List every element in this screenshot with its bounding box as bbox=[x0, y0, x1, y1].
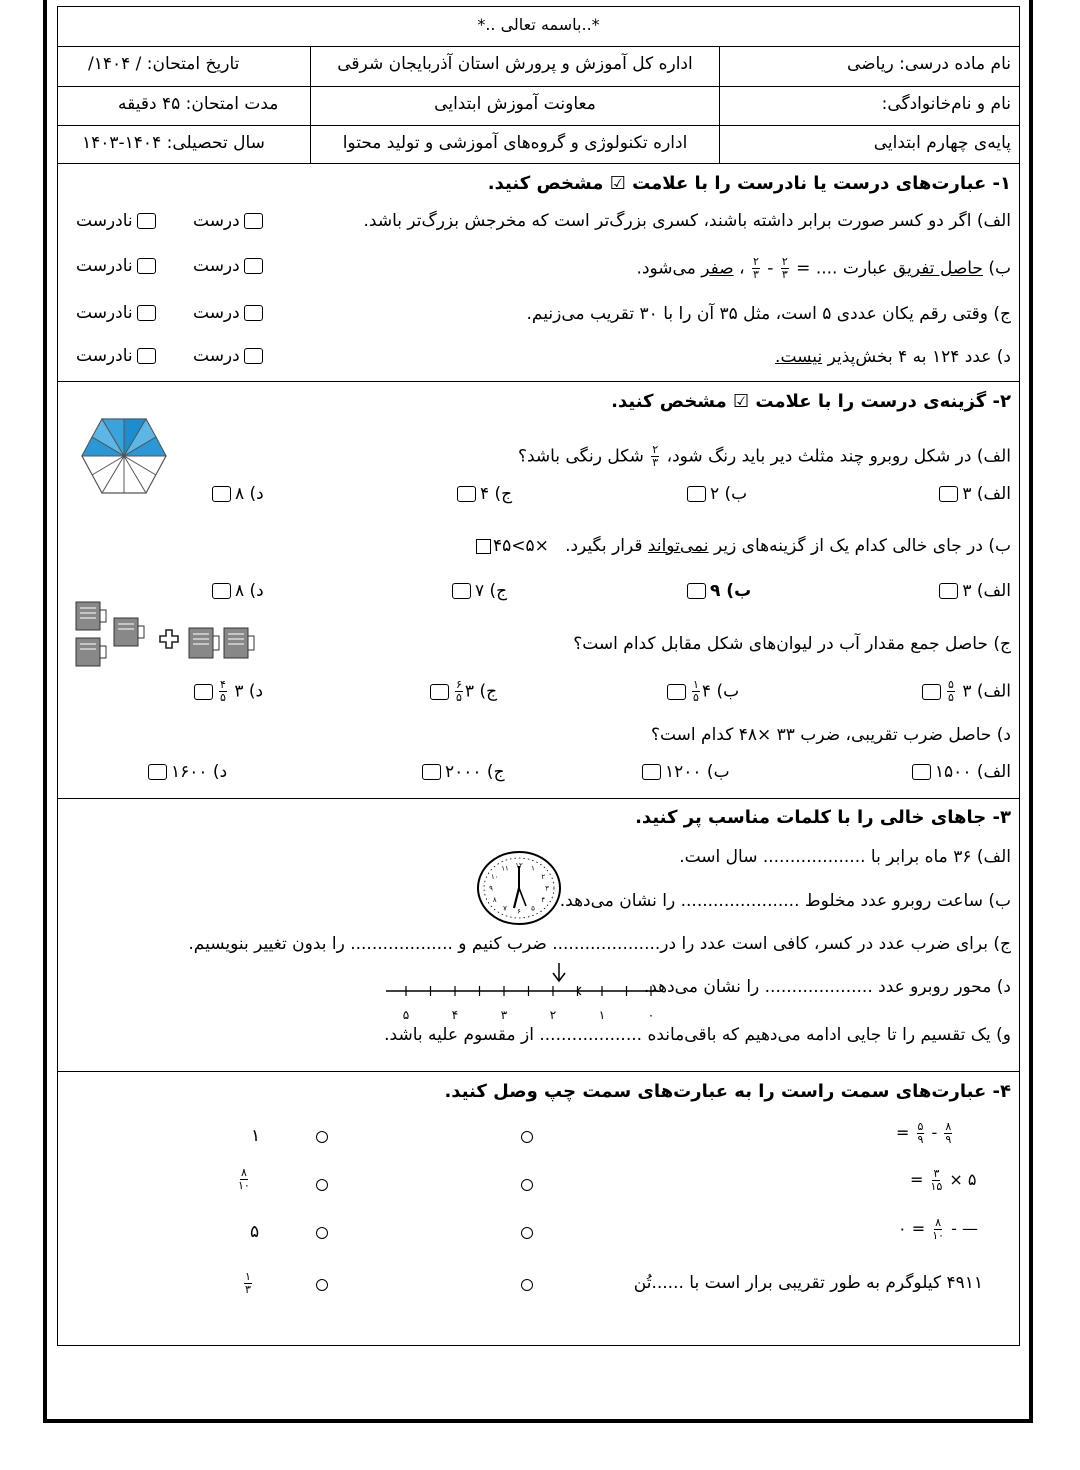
q1-d-true-option[interactable]: درست bbox=[193, 346, 267, 366]
q2-c-option-1[interactable]: الف) ۳ $\frac{۵}{۵}$ bbox=[918, 679, 1011, 704]
checkbox-icon[interactable] bbox=[422, 764, 441, 780]
axis-label: ۲ bbox=[549, 1008, 557, 1022]
match-dot-right[interactable] bbox=[521, 1279, 533, 1291]
q1-d-text: د) عدد ۱۲۴ به ۴ بخش‌پذیر نیست. bbox=[775, 347, 1011, 367]
q1-b-true-option[interactable]: درست bbox=[193, 256, 267, 276]
checkbox-icon[interactable] bbox=[939, 486, 958, 502]
q2-c-option-4[interactable]: د) ۳ $\frac{۴}{۵}$ bbox=[190, 679, 263, 704]
checkbox-icon[interactable] bbox=[148, 764, 167, 780]
match-dot-left[interactable] bbox=[316, 1279, 328, 1291]
q2-a-text: الف) در شکل روبرو چند مثلث دیر باید رنگ شود، $\frac{۲}{۳}$ شکل رنگی باشد؟ bbox=[517, 443, 1011, 469]
axis-label: ۴ bbox=[451, 1008, 459, 1022]
checkbox-icon[interactable] bbox=[642, 764, 661, 780]
match-dot-right[interactable] bbox=[521, 1131, 533, 1143]
match-dot-left[interactable] bbox=[316, 1131, 328, 1143]
divider bbox=[58, 86, 1019, 87]
clock-number: ۹ bbox=[489, 884, 493, 893]
clock-number: ۶ bbox=[517, 907, 521, 916]
q1-c-false-option[interactable]: نادرست bbox=[76, 303, 160, 323]
match-dot-right[interactable] bbox=[521, 1179, 533, 1191]
org-name: اداره کل آموزش و پرورش استان آذربایجان شرقی bbox=[337, 54, 693, 74]
checkbox-icon[interactable] bbox=[922, 684, 941, 700]
divider bbox=[58, 798, 1019, 799]
match-dot-right[interactable] bbox=[521, 1227, 533, 1239]
axis-label: ۳ bbox=[500, 1008, 508, 1022]
q4-left-item-1: ۱ bbox=[251, 1126, 261, 1146]
axis-label: ۱ bbox=[598, 1008, 606, 1022]
header-title: *.. باسمه تعالی..* bbox=[477, 15, 600, 34]
clock-number: ۴ bbox=[541, 896, 546, 904]
divider bbox=[58, 125, 1019, 126]
q3-b-text: ب) ساعت روبرو عدد مخلوط ...................... را نشان می‌دهد. bbox=[559, 891, 1011, 911]
clock-number: ۲ bbox=[541, 873, 546, 881]
fraction: $\frac{۲}{۳}$ bbox=[781, 255, 788, 281]
fraction: $\frac{۸}{۱۰}$ bbox=[932, 1216, 945, 1242]
q4-left-item-3: ۵ bbox=[250, 1222, 260, 1242]
match-dot-left[interactable] bbox=[316, 1179, 328, 1191]
q2-c-text: ج) حاصل جمع مقدار آب در لیوان‌های شکل مقابل کدام است؟ bbox=[573, 634, 1011, 654]
q4-right-item-2: = $\frac{۳}{۱۵}$ ۵ × bbox=[910, 1167, 977, 1193]
deputy-name: معاونت آموزش ابتدایی bbox=[434, 94, 596, 114]
checkbox-icon[interactable] bbox=[687, 486, 706, 502]
q4-right-item-3: ۰ = $\frac{۸}{۱۰}$ — - bbox=[898, 1216, 978, 1242]
clock-number: ۱۲ bbox=[515, 861, 523, 870]
q3-e-text: و) یک تقسیم را تا جایی ادامه می‌دهیم که باقی‌مانده ................... از مقسوم علیه باشد. bbox=[384, 1025, 1011, 1045]
checkbox-icon[interactable] bbox=[687, 583, 706, 599]
exam-date-field[interactable]: تاریخ امتحان: / ۱۴۰۴/ bbox=[88, 54, 240, 74]
blank-box bbox=[476, 539, 491, 554]
q2-c-option-2[interactable]: ب) ۴ $\frac{۱}{۵}$ bbox=[663, 679, 739, 704]
exam-duration: مدت امتحان: ۴۵ دقیقه bbox=[118, 94, 279, 114]
fraction: $\frac{۱}{۵}$ bbox=[693, 678, 699, 704]
hexagon-figure bbox=[80, 417, 168, 495]
q2-d-option-3[interactable]: ج) ۲۰۰۰ bbox=[418, 762, 505, 782]
checkbox-icon[interactable] bbox=[244, 258, 263, 274]
q3-title: ۳- جاهای خالی را با کلمات مناسب پر کنید. bbox=[635, 807, 1011, 828]
clock-number: ۸ bbox=[492, 896, 497, 904]
checkbox-icon[interactable] bbox=[194, 684, 213, 700]
q1-a-text: الف) اگر دو کسر صورت برابر داشته باشند، کسری بزرگ‌تر است که مخرجش بزرگ‌تر باشد. bbox=[363, 211, 1011, 231]
q2-c-option-3[interactable]: ج) ۳ $\frac{۶}{۵}$ bbox=[426, 679, 497, 704]
q2-a-option-1[interactable]: الف) ۳ bbox=[935, 484, 1011, 504]
q2-d-option-2[interactable]: ب) ۱۲۰۰ bbox=[638, 762, 730, 782]
checkbox-icon[interactable] bbox=[430, 684, 449, 700]
q1-d-false-option[interactable]: نادرست bbox=[76, 346, 160, 366]
checkbox-icon[interactable] bbox=[667, 684, 686, 700]
checkbox-icon[interactable] bbox=[457, 486, 476, 502]
checkbox-icon[interactable] bbox=[137, 305, 156, 321]
clock-figure bbox=[476, 850, 562, 926]
divider bbox=[58, 1071, 1019, 1072]
checkbox-icon[interactable] bbox=[244, 348, 263, 364]
fraction: $\frac{۸}{۹}$ bbox=[945, 1120, 952, 1146]
fraction: $\frac{۲}{۳}$ bbox=[652, 443, 659, 469]
fraction: $\frac{۸}{۱۰}$ bbox=[238, 1166, 250, 1192]
axis-label: ۰ bbox=[647, 1008, 655, 1022]
plus-icon bbox=[160, 630, 178, 648]
clock-number: ۱۱ bbox=[501, 864, 509, 873]
q2-b-text: ب) در جای خالی کدام یک از گزینه‌های زیر نمی‌تواند قرار بگیرد. ۴۵<۵× bbox=[474, 536, 1011, 556]
checkbox-icon[interactable] bbox=[452, 583, 471, 599]
q3-c-text: ج) برای ضرب عدد در کسر، کافی است عدد را در.................... ضرب کنیم و ................... را بدون تغییر بنویسیم. bbox=[188, 934, 1011, 954]
q2-b-option-1[interactable]: الف) ۳ bbox=[935, 581, 1011, 601]
fraction: $\frac{۵}{۵}$ bbox=[947, 678, 954, 704]
clock-number: ۵ bbox=[531, 904, 535, 913]
match-dot-left[interactable] bbox=[316, 1227, 328, 1239]
q4-title: ۴- عبارت‌های سمت راست را به عبارت‌های سمت چپ وصل کنید. bbox=[444, 1081, 1011, 1102]
q2-a-option-2[interactable]: ب) ۲ bbox=[683, 484, 747, 504]
q2-d-option-1[interactable]: الف) ۱۵۰۰ bbox=[908, 762, 1011, 782]
q4-right-item-1: = $\frac{۵}{۹}$ - $\frac{۸}{۹}$ bbox=[896, 1120, 952, 1146]
q1-c-text: ج) وقتی رقم یکان عددی ۵ است، مثل ۳۵ آن را با ۳۰ تقریب می‌زنیم. bbox=[526, 304, 1011, 324]
q2-d-option-4[interactable]: د) ۱۶۰۰ bbox=[144, 762, 227, 782]
q4-right-item-4: ۴۹۱۱ کیلوگرم به طور تقریبی برار است با ......تُن bbox=[633, 1273, 983, 1293]
fraction: $\frac{۳}{۱۵}$ bbox=[930, 1167, 943, 1193]
student-name-field[interactable]: نام و نام‌خانوادگی: bbox=[881, 94, 1011, 114]
q2-d-text: د) حاصل ضرب تقریبی، ضرب ۳۳ ×۴۸ کدام است؟ bbox=[650, 725, 1011, 745]
q1-b-false-option[interactable]: نادرست bbox=[76, 256, 160, 276]
q1-title: ۱- عبارت‌های درست یا نادرست را با علامت ☑ مشخص کنید. bbox=[487, 173, 1011, 194]
fraction: $\frac{۲}{۳}$ bbox=[752, 255, 759, 281]
q1-c-true-option[interactable]: درست bbox=[193, 303, 267, 323]
q2-b-option-4[interactable]: د) ۸ bbox=[208, 581, 264, 601]
number-line-figure bbox=[380, 957, 670, 1025]
divider bbox=[58, 46, 1019, 47]
q4-left-item-2 bbox=[236, 1167, 252, 1192]
clock-number: ۱۰ bbox=[491, 873, 499, 881]
q2-b-option-3[interactable]: ج) ۷ bbox=[448, 581, 507, 601]
checkbox-icon[interactable] bbox=[244, 305, 263, 321]
divider bbox=[719, 46, 720, 163]
water-glasses-figure bbox=[74, 600, 256, 672]
checkbox-icon[interactable] bbox=[939, 583, 958, 599]
checkbox-icon[interactable] bbox=[137, 348, 156, 364]
fraction: $\frac{۱}{۳}$ bbox=[245, 1270, 251, 1296]
clock-number: ۳ bbox=[545, 884, 549, 893]
school-year: سال تحصیلی: ۱۴۰۴-۱۴۰۳ bbox=[82, 133, 265, 153]
q1-a-true-option[interactable]: درست bbox=[193, 211, 267, 231]
fraction: $\frac{۵}{۹}$ bbox=[917, 1120, 924, 1146]
grade-label: پایه‌ی چهارم ابتدایی bbox=[873, 133, 1011, 153]
office-name: اداره تکنولوژی و گروه‌های آموزشی و تولید محتوا bbox=[342, 133, 688, 153]
q3-d-text: د) محور روبرو عدد .................... را نشان می‌دهد. bbox=[643, 977, 1011, 997]
checkbox-icon[interactable] bbox=[137, 213, 156, 229]
checkbox-icon[interactable] bbox=[137, 258, 156, 274]
q1-a-false-option[interactable]: نادرست bbox=[76, 211, 160, 231]
q2-title: ۲- گزینه‌ی درست را با علامت ☑ مشخص کنید. bbox=[611, 391, 1011, 412]
axis-label: ۵ bbox=[402, 1008, 410, 1022]
q1-b-text: ب) حاصل تفریق عبارت .... = $\frac{۲}{۳}$ - $\frac{۲}{۳}$ ، صفر می‌شود. bbox=[636, 255, 1011, 281]
fraction: $\frac{۶}{۵}$ bbox=[456, 678, 462, 704]
clock-number: ۱ bbox=[531, 864, 535, 873]
q2-a-option-3[interactable]: ج) ۴ bbox=[453, 484, 512, 504]
q3-a-text: الف) ۳۶ ماه برابر با ................... سال است. bbox=[679, 847, 1011, 867]
q2-a-option-4[interactable]: د) ۸ bbox=[208, 484, 264, 504]
q2-b-option-2[interactable]: ب) ۹ bbox=[683, 581, 751, 601]
checkbox-icon[interactable] bbox=[212, 486, 231, 502]
q4-left-item-4 bbox=[242, 1271, 254, 1296]
exam-sheet bbox=[57, 6, 1020, 1346]
checkbox-icon[interactable] bbox=[212, 583, 231, 599]
checkbox-icon[interactable] bbox=[912, 764, 931, 780]
checkbox-icon[interactable] bbox=[244, 213, 263, 229]
fraction: $\frac{۴}{۵}$ bbox=[220, 678, 226, 704]
divider bbox=[310, 46, 311, 163]
clock-number: ۷ bbox=[503, 904, 507, 913]
subject-field: نام ماده درسی: ریاضی bbox=[846, 54, 1011, 74]
divider bbox=[58, 381, 1019, 382]
divider bbox=[58, 163, 1019, 164]
